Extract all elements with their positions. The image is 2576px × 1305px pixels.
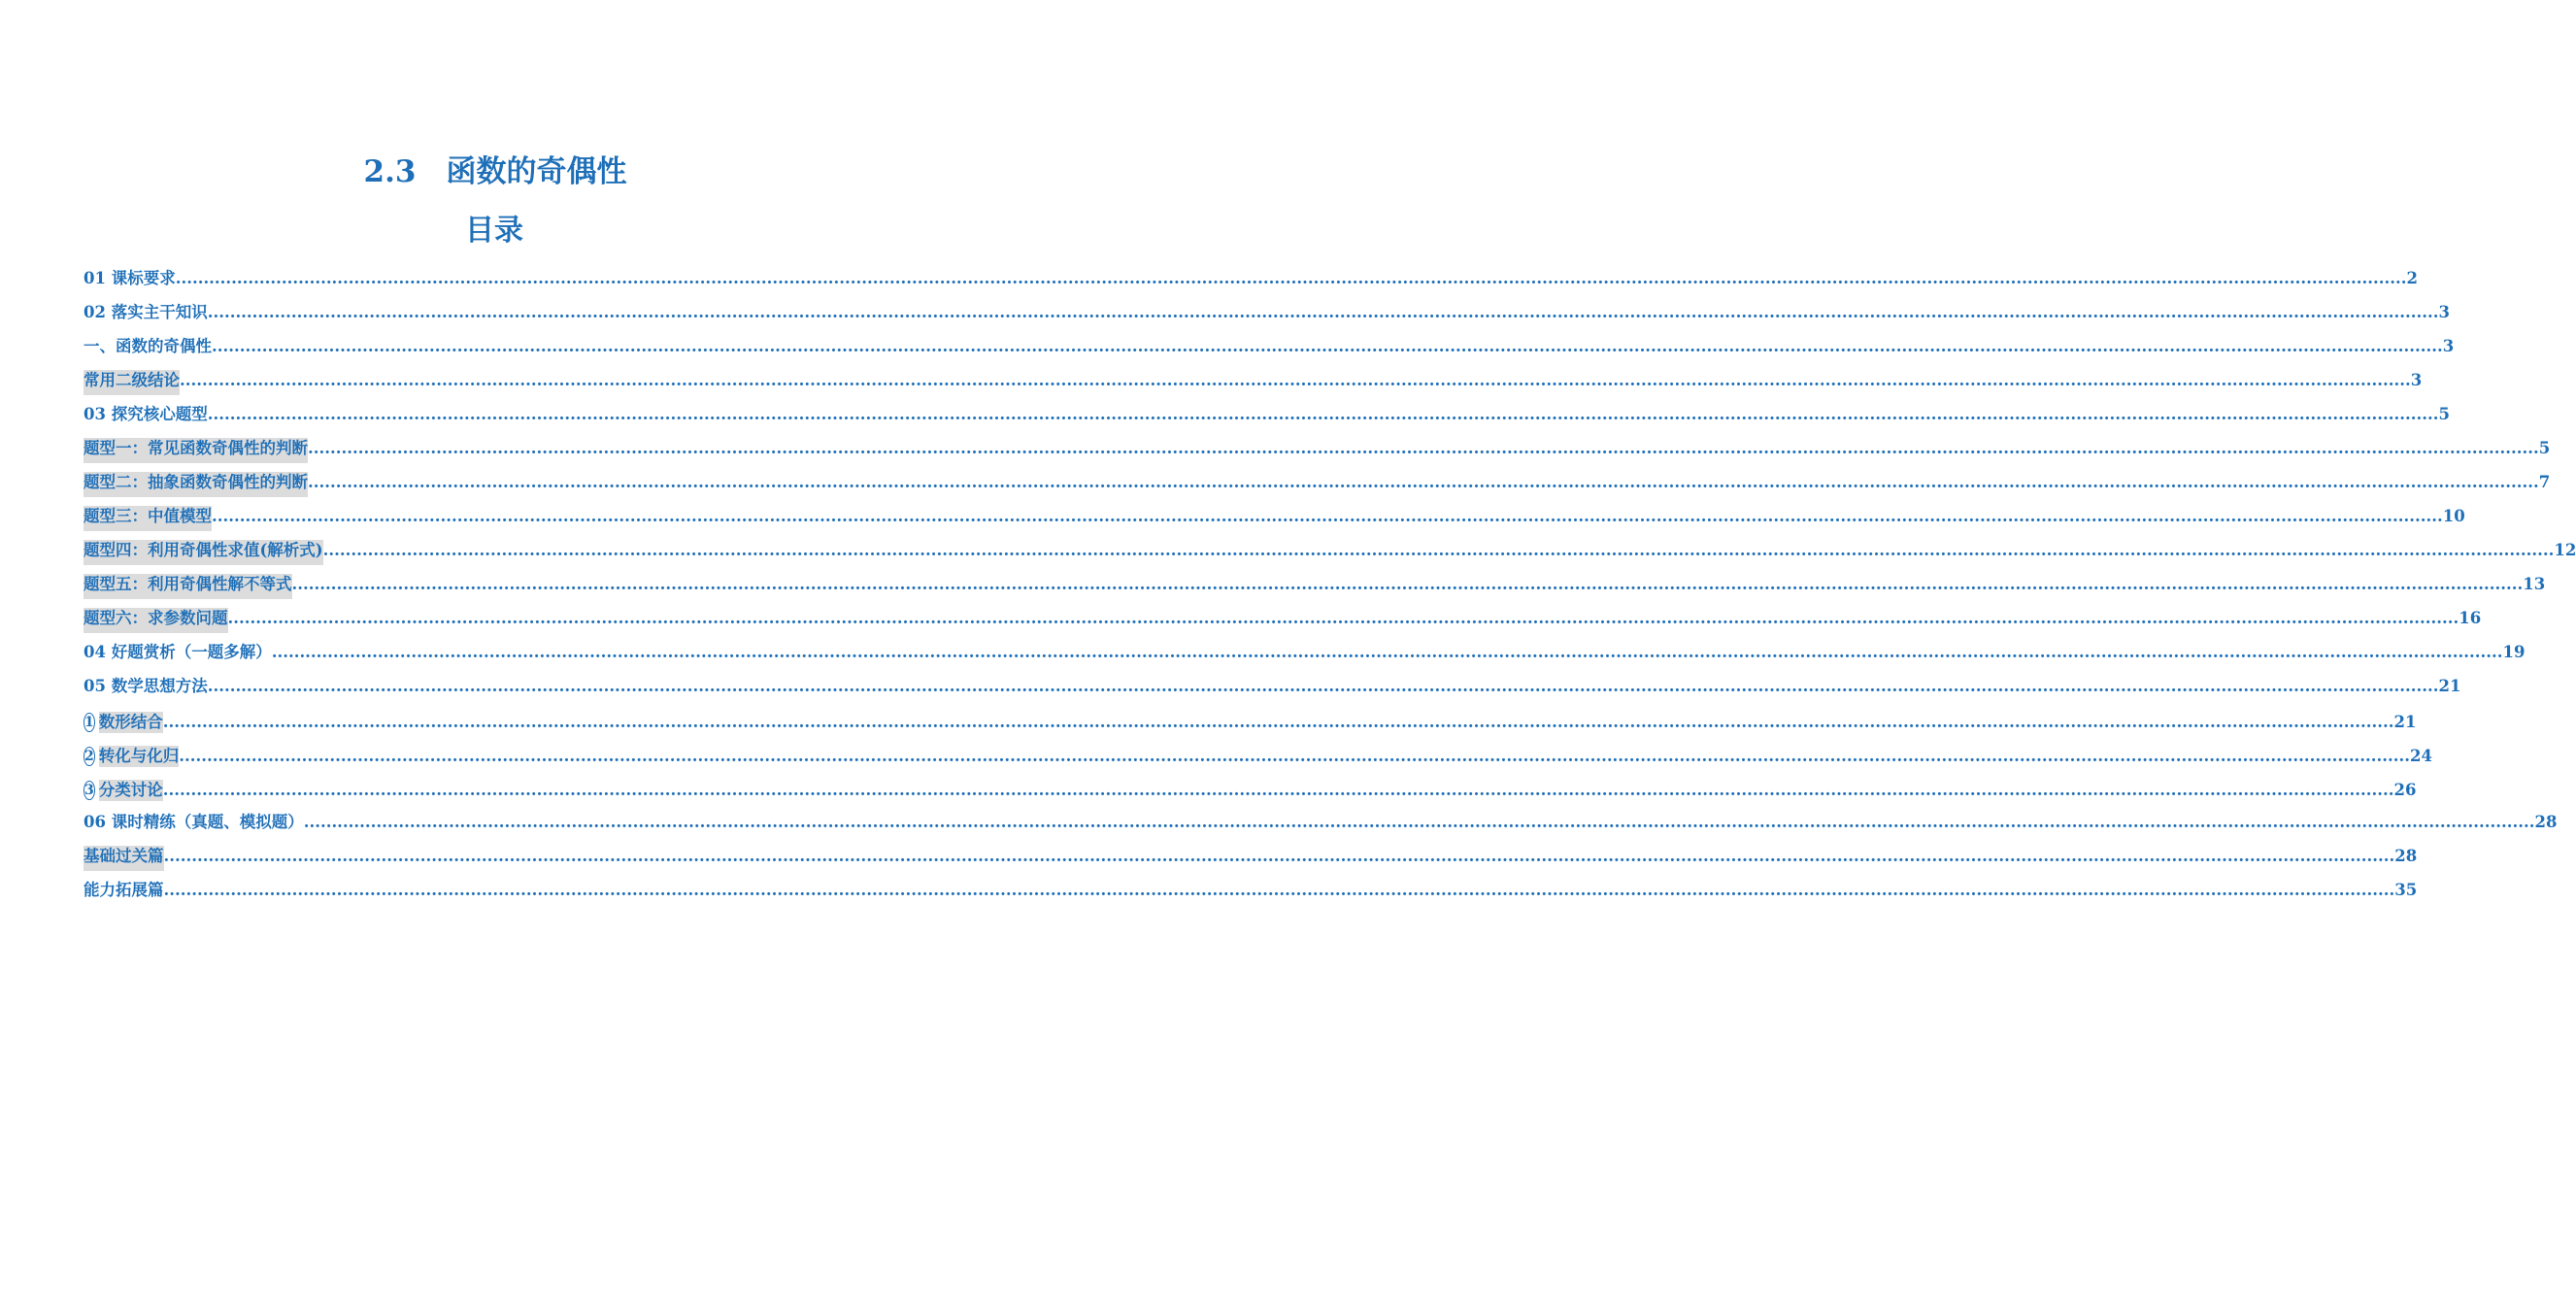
toc-leader-dots: ................................................................................................................................................................................................................................................................................................................................................................................................................	[207, 405, 2439, 423]
toc-leader-dots: ................................................................................................................................................................................................................................................................................................................................................................................................................	[207, 303, 2439, 321]
toc-entry[interactable]	[84, 293, 2450, 327]
table-of-contents	[84, 259, 2576, 905]
toc-entry-label: 基础过关篇	[84, 846, 164, 871]
toc-page-number: 13	[2523, 575, 2546, 593]
toc-page-number: 5	[2538, 439, 2551, 457]
toc-page-number: 19	[2502, 643, 2526, 661]
toc-entry[interactable]	[84, 259, 2418, 293]
toc-leader-dots: ................................................................................................................................................................................................................................................................................................................................................................................................................	[179, 746, 2411, 765]
toc-page-number: 12	[2554, 541, 2576, 559]
toc-entry[interactable]	[84, 565, 2546, 599]
toc-entry-label: 04 好题赏析（一题多解）	[84, 643, 272, 661]
toc-page-number: 28	[2534, 813, 2558, 831]
toc-entry[interactable]	[84, 871, 2418, 905]
toc-entry[interactable]	[84, 837, 2418, 871]
toc-entry-label: 分类讨论	[98, 780, 163, 799]
toc-heading: 目录	[465, 214, 523, 248]
toc-page-number: 21	[2393, 712, 2417, 731]
toc-page-number: 3	[2438, 303, 2450, 321]
toc-entry-label: 题型四：利用奇偶性求值(解析式)	[84, 540, 323, 565]
toc-page-number: 16	[2459, 609, 2482, 627]
toc-leader-dots: ................................................................................................................................................................................................................................................................................................................................................................................................................	[162, 712, 2394, 731]
toc-page-number: 3	[2410, 371, 2423, 389]
toc-entry-label: 01 课标要求	[84, 269, 176, 287]
circled-number-marker: 1	[84, 714, 94, 730]
toc-leader-dots: ................................................................................................................................................................................................................................................................................................................................................................................................................	[227, 609, 2459, 627]
toc-entry[interactable]	[84, 667, 2461, 701]
toc-entry-label: 题型五：利用奇偶性解不等式	[84, 574, 292, 599]
toc-entry[interactable]	[84, 803, 2558, 837]
toc-page-number: 10	[2442, 507, 2465, 525]
toc-entry-label: 05 数学思想方法	[84, 677, 208, 695]
toc-entry[interactable]	[84, 463, 2551, 497]
toc-entry-label: 题型二：抽象函数奇偶性的判断	[84, 472, 308, 497]
toc-entry[interactable]	[84, 735, 2432, 769]
toc-leader-dots: ................................................................................................................................................................................................................................................................................................................................................................................................................	[175, 269, 2407, 287]
toc-entry-label: 能力拓展篇	[84, 881, 164, 899]
page-title: 2.3 函数的奇偶性	[363, 154, 627, 189]
toc-leader-dots: ................................................................................................................................................................................................................................................................................................................................................................................................................	[322, 541, 2555, 559]
toc-entry[interactable]	[84, 599, 2482, 633]
toc-entry-label: 题型三：中值模型	[84, 506, 212, 531]
toc-entry[interactable]	[84, 361, 2423, 395]
toc-leader-dots: ................................................................................................................................................................................................................................................................................................................................................................................................................	[271, 643, 2503, 661]
toc-entry[interactable]	[84, 497, 2465, 531]
toc-entry[interactable]	[84, 531, 2576, 565]
toc-page-number: 26	[2393, 780, 2417, 799]
toc-entry-label: 转化与化归	[98, 746, 180, 765]
toc-page-number: 7	[2538, 473, 2551, 491]
circled-number-marker: 2	[84, 748, 94, 764]
toc-page-number: 24	[2410, 746, 2432, 765]
toc-leader-dots: ................................................................................................................................................................................................................................................................................................................................................................................................................	[180, 371, 2411, 389]
toc-leader-dots: ................................................................................................................................................................................................................................................................................................................................................................................................................	[162, 780, 2394, 799]
toc-entry-label: 06 课时精练（真题、模拟题）	[84, 813, 304, 831]
toc-entry-label: 03 探究核心题型	[84, 405, 208, 423]
toc-leader-dots: ................................................................................................................................................................................................................................................................................................................................................................................................................	[212, 337, 2443, 355]
toc-leader-dots: ................................................................................................................................................................................................................................................................................................................................................................................................................	[207, 677, 2439, 695]
toc-leader-dots: ................................................................................................................................................................................................................................................................................................................................................................................................................	[212, 507, 2443, 525]
toc-page-number: 5	[2438, 405, 2450, 423]
toc-entry-label: 数形结合	[98, 712, 163, 731]
toc-entry[interactable]	[84, 701, 2417, 735]
toc-leader-dots: ................................................................................................................................................................................................................................................................................................................................................................................................................	[308, 473, 2539, 491]
toc-entry-label: 题型一：常见函数奇偶性的判断	[84, 438, 308, 463]
toc-entry-label: 常用二级结论	[84, 370, 180, 395]
toc-page-number: 35	[2394, 881, 2418, 899]
toc-entry-label: 02 落实主干知识	[84, 303, 208, 321]
toc-leader-dots: ................................................................................................................................................................................................................................................................................................................................................................................................................	[163, 847, 2395, 865]
toc-page-number: 21	[2438, 677, 2461, 695]
toc-entry-label: 一、函数的奇偶性	[84, 337, 212, 355]
toc-leader-dots: ................................................................................................................................................................................................................................................................................................................................................................................................................	[163, 881, 2395, 899]
toc-entry[interactable]	[84, 327, 2455, 361]
toc-leader-dots: ................................................................................................................................................................................................................................................................................................................................................................................................................	[308, 439, 2539, 457]
toc-entry[interactable]	[84, 429, 2551, 463]
toc-page-number: 28	[2394, 847, 2418, 865]
circled-number-marker: 3	[84, 782, 94, 798]
toc-page-number: 3	[2442, 337, 2455, 355]
toc-entry[interactable]	[84, 769, 2417, 803]
toc-entry[interactable]	[84, 633, 2526, 667]
toc-leader-dots: ................................................................................................................................................................................................................................................................................................................................................................................................................	[291, 575, 2524, 593]
toc-entry-label: 题型六：求参数问题	[84, 608, 228, 633]
toc-entry[interactable]	[84, 395, 2450, 429]
toc-page-number: 2	[2406, 269, 2418, 287]
toc-leader-dots: ................................................................................................................................................................................................................................................................................................................................................................................................................	[303, 813, 2535, 831]
